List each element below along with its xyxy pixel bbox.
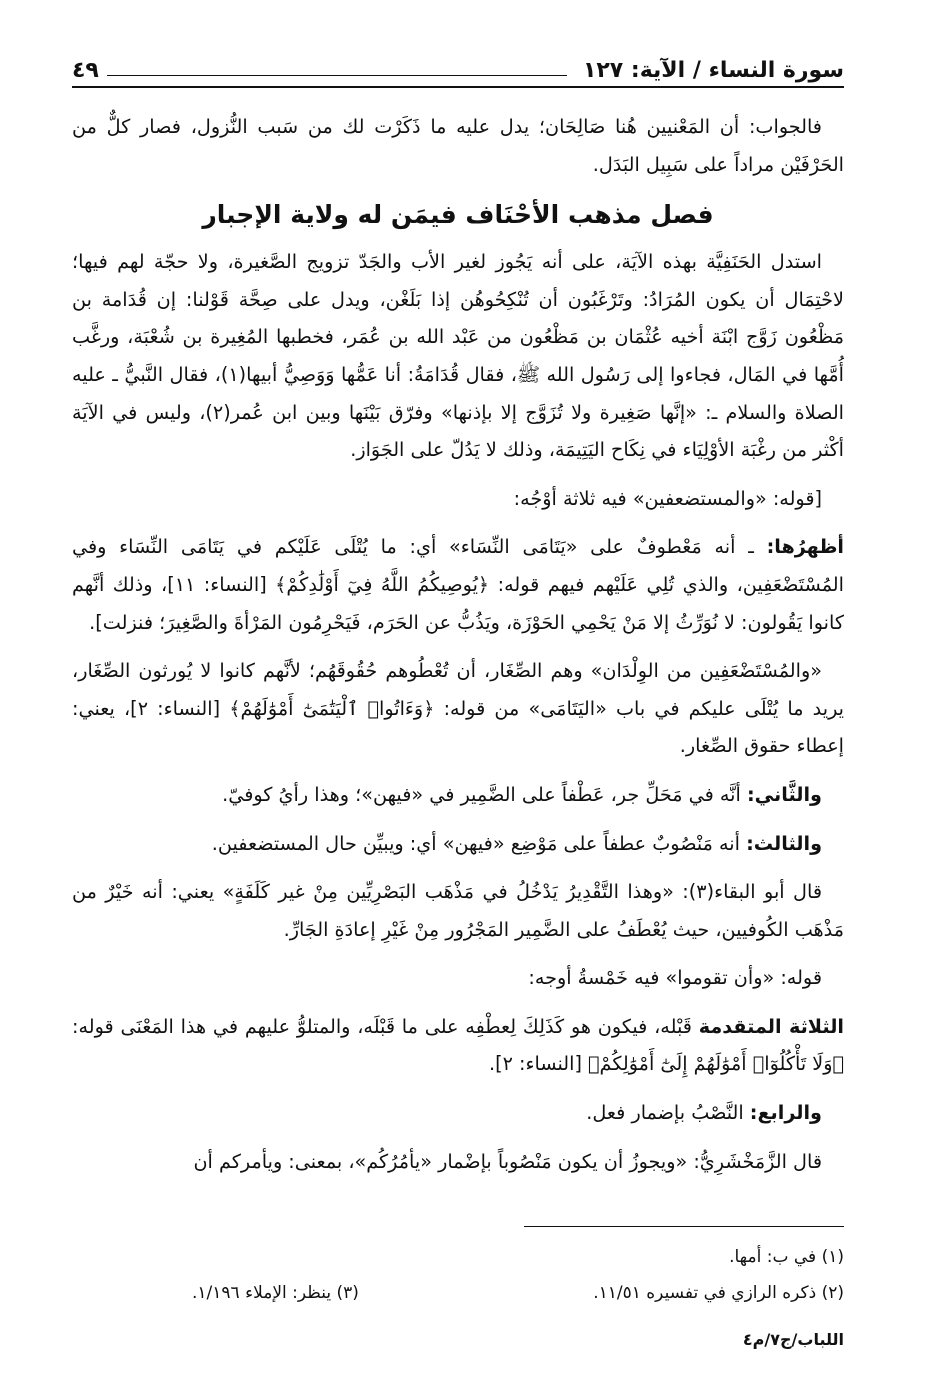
footnote-1: (١) في ب: أمها. (729, 1247, 844, 1267)
page-header (72, 44, 844, 88)
paragraph: [قوله: «والمستضعفين» فيه ثلاثة أوْجُه: (513, 486, 822, 510)
paragraph: قال أبو البقاء(٣): «وهذا التَّقْدِيرُ يَدْخُلُ في مَذْهَب البَصْرِيِّين مِنْ غير كَلَفَةٍ» يعني: أنه خَيْرٌ من مَذْهَب الكُوفيين، حيث يُعْطَفُ على الضَّمِير المَجْرُور مِنْ غَيْرِ إعادَةِ الجَارِّ. (72, 880, 844, 941)
header-page-group (72, 58, 202, 84)
footnote-row (72, 1275, 844, 1311)
page-body (72, 108, 844, 1180)
page-number: ٤٩ (72, 57, 99, 83)
paragraph: قال الزَّمَخْشَرِيُّ: «ويجوزُ أن يكون مَنْصُوباً بإضْمار «يأمُرُكُم»، بمعنى: ويأمركم أن (193, 1149, 822, 1173)
section-heading: فصل مذهب الأحْنَاف فيمَن له ولاية الإجبار (202, 200, 714, 230)
page-running-title: سورة النساء / الآية: ١٢٧ (582, 57, 844, 83)
paragraph: استدل الحَنَفِيَّة بهذه الآيَة، على أنه يَجُوز لغير الأب والجَدّ تزويج الصَّغيرة، ولا حجّة لهم فيها؛ لاحْتِمَال أن يكون المُرَادُ: وتَرْغَبُون أن تُنْكِحُوهُن إذا بَلَغْن، ويدل على صِحَّة قَوْلنا: إن قُدَامة بن مَظْعُون زَوَّج ابْنَة أخيه عُثْمَان بن مَظْعُون من عَبْد الله بن عُمَر، فخطبها المُغِيرة بن شُعْبَة، ورغَّب أُمَّها في المَال، فجاءوا إلى رَسُول الله ﷺ، فقال قُدَامَةُ: أنا عَمُّها وَوَصِيُّ أبيها(١)، فقال النَّبيُّ ـ عليه الصلاة والسلام ـ: «إنَّها صَغِيرة ولا تُزَوَّج إلا بإذنها» وفرّق بَيْنَها وبين ابن عُمر(٢)، وليس في الآيَة أكْثر من رغْبَة الأوْلِيَاء في نِكَاح اليَتِيمَة، وذلك لا يَدُلّ على الجَوَاز. (72, 250, 845, 462)
paragraph-label: والثالث: (746, 831, 822, 855)
paragraph-label: الثلاثة المتقدمة (698, 1014, 844, 1038)
paragraph-text: النَّصْبُ بإضمار فعل. (586, 1101, 750, 1125)
paragraph-label: والثَّاني: (746, 782, 822, 806)
footnotes (72, 1226, 844, 1311)
footnote-3: (٣) ينظر: الإملاء ١/١٩٦. (192, 1283, 359, 1303)
paragraph: قوله: «وأن تقوموا» فيه خَمْسةُ أوجه: (528, 966, 822, 990)
paragraph-label: أظهرُها: (766, 535, 844, 559)
paragraph-text: أنَّه في مَحَلِّ جر، عَطْفاً على الضَّمِير في «فيهن»؛ وهذا رأيُ كوفيّ. (222, 782, 747, 806)
paragraph-text: أنه مَنْصُوبٌ عطفاً على مَوْضِع «فيهن» أي: ويبيِّن حال المستضعفين. (211, 831, 747, 855)
paragraph-label: والرابع: (749, 1101, 822, 1125)
paragraph (72, 825, 844, 863)
paragraph: «والمُسْتَضْعَفِين من الوِلْدَان» وهم الصِّغَار، أن تُعْطُوهم حُقُوقَهُم؛ لأنَّهم كانوا لا يُورثون الصِّغَار، يريد ما يُتْلَى عليكم في باب «اليَتَامَى» من قوله: ﴿وَءَاتُوا۟ ٱلْيَتَٰمَىٰٓ أَمْوَٰلَهُمْ﴾ [النساء: ٢]، يعني: إعطاء حقوق الصِّغار. (72, 659, 845, 758)
signature-mark: اللباب/ج٧/م٤ (742, 1330, 844, 1349)
footnote-2: (٢) ذكره الرازي في تفسيره ١١/٥١. (593, 1283, 844, 1303)
paragraph: فالجواب: أن المَعْنيين هُنا صَالِحَان؛ يدل عليه ما ذَكَرْت لك من سَبب النُّزول، فصار كلٌّ من الحَرْفَيْن مراداً على سَبِيل البَدَل. (72, 115, 844, 176)
paragraph (72, 776, 844, 814)
footnote-separator (524, 1226, 844, 1227)
paragraph (72, 1008, 844, 1083)
header-title-group (202, 58, 844, 84)
paragraph (72, 1094, 844, 1132)
header-rule (202, 75, 567, 76)
paragraph-text: ـ أنه مَعْطوفٌ على «يَتَامَى النِّسَاء» أي: ما يُتْلَى عَلَيْكم في يَتَامَى النِّسَاء وفي المُسْتَضْعَفِين، والذي تُلِي عَلَيْهم فيهم قوله: ﴿يُوصِيكُمُ اللَّهُ فِيٓ أَوْلَٰدِكُمْ﴾ [النساء: ١١]، وذلك أنَّهم كانوا يَقُولون: لا نُوَرِّثُ إلا مَنْ يَحْمِي الحَوْزَة، ويَذُبُّ عن الحَرَم، فَيَحْرِمُون المَرْأةَ والصَّغِيرَ؛ فنزلت]. (72, 535, 844, 634)
header-rule (107, 75, 202, 76)
paragraph-text: قَبْله، فيكون هو كَذَلِكَ لِعطْفِه على ما قَبْلَه، والمتلوُّ عليهم في هذا المَعْنَى قوله: ﴿وَلَا تَأْكُلُوٓا۟ أَمْوَٰلَهُمْ إِلَىٰٓ أَمْوَٰلِكُمْ﴾ [النساء: ٢]. (72, 1014, 844, 1076)
paragraph (72, 528, 844, 641)
